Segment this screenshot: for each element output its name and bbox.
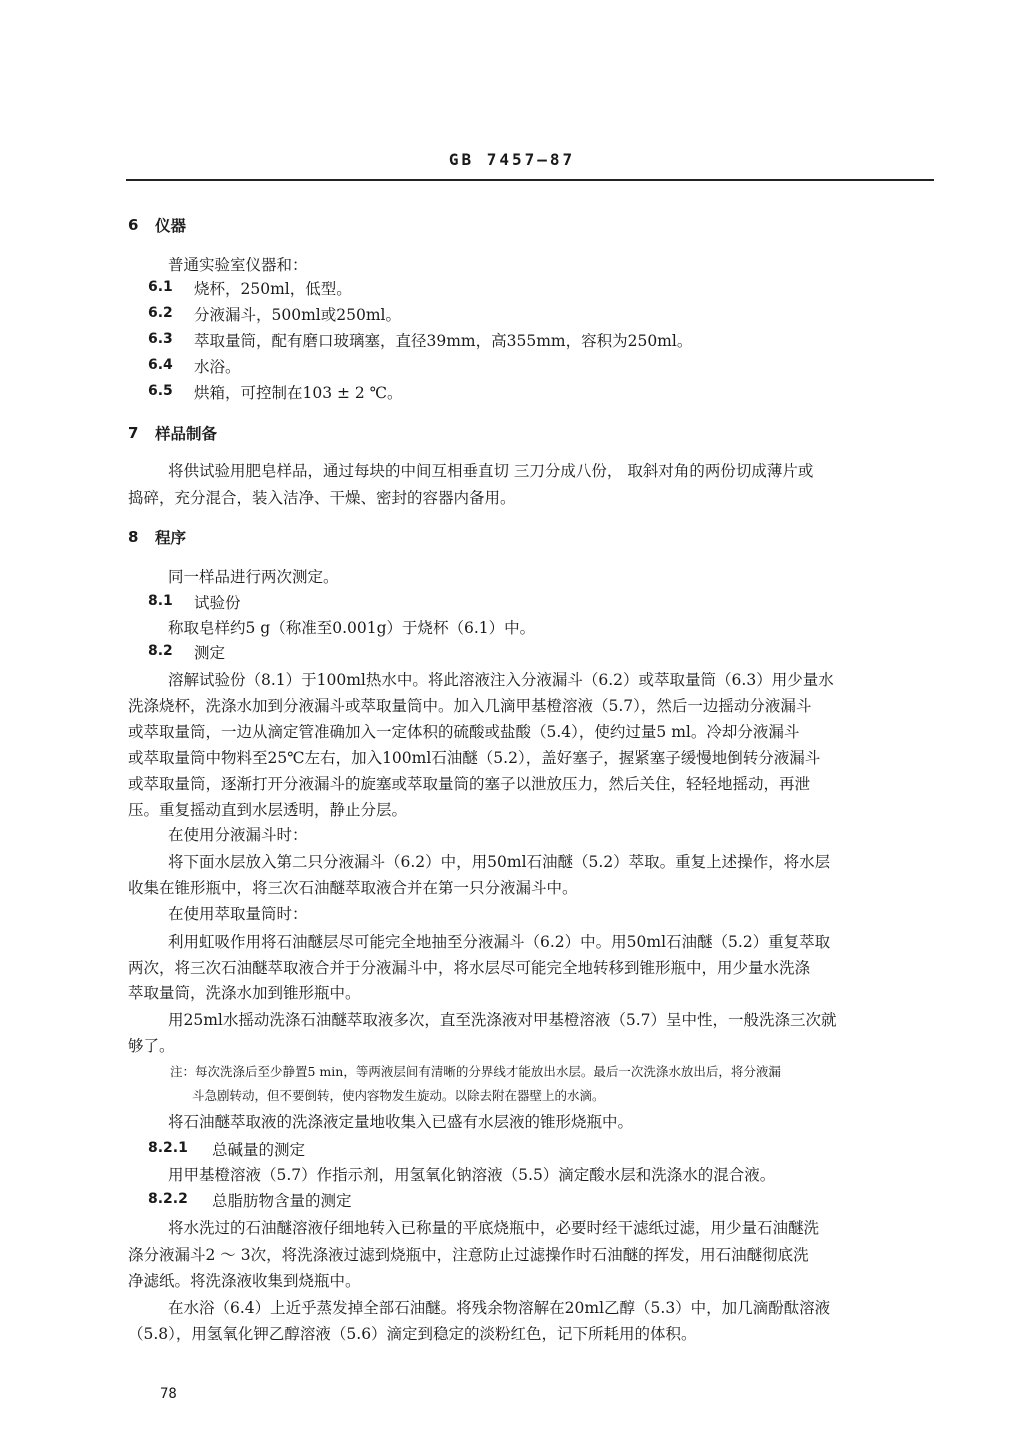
item-6-5-number: 6.5 <box>148 383 173 399</box>
section-8-1-number: 8.1 <box>148 593 173 609</box>
section-8-2-line-5: 或萃取量筒，逐渐打开分液漏斗的旋塞或萃取量筒的塞子以泄放压力，然后关住，轻轻地摇动，再泄 <box>128 775 811 793</box>
section-8-2-2-line-3: 净滤纸。将洗涤液收集到烧瓶中。 <box>128 1272 361 1290</box>
item-6-1-text: 烧杯，250ml，低型。 <box>194 280 352 298</box>
section-6-title: 仪器 <box>155 217 187 235</box>
document-header: GB 7457—87 <box>448 150 576 169</box>
funnel-heading: 在使用分液漏斗时： <box>168 826 308 844</box>
section-7-line-2: 捣碎，充分混合，装入洁净、干燥、密封的容器内备用。 <box>128 489 516 507</box>
cylinder-line-2: 两次，将三次石油醚萃取液合并于分液漏斗中，将水层尽可能完全地转移到锥形瓶中，用少量水洗涤 <box>128 959 811 977</box>
item-6-4-number: 6.4 <box>148 357 173 373</box>
section-8-2-2-number: 8.2.2 <box>148 1191 188 1207</box>
section-7-number: 7 <box>128 424 139 442</box>
cylinder-line-1: 利用虹吸作用将石油醚层尽可能完全地抽至分液漏斗（6.2）中。用50ml石油醚（5.2）重复萃取 <box>168 933 831 951</box>
section-8-2-line-1: 溶解试验份（8.1）于100ml热水中。将此溶液注入分液漏斗（6.2）或萃取量筒（6.3）用少量水 <box>168 671 834 689</box>
item-6-2-text: 分液漏斗，500ml或250ml。 <box>194 306 401 324</box>
cylinder-heading: 在使用萃取量筒时： <box>168 905 308 923</box>
cylinder-line-3: 萃取量筒，洗涤水加到锥形瓶中。 <box>128 984 361 1002</box>
section-6-number: 6 <box>128 216 139 234</box>
section-8-2-2-title: 总脂肪物含量的测定 <box>212 1192 352 1210</box>
section-8-2-1-text: 用甲基橙溶液（5.7）作指示剂，用氢氧化钠溶液（5.5）滴定酸水层和洗涤水的混合液。 <box>168 1166 776 1184</box>
section-7-title: 样品制备 <box>155 425 218 443</box>
section-8-intro: 同一样品进行两次测定。 <box>168 568 339 586</box>
item-6-3-number: 6.3 <box>148 331 173 347</box>
item-6-2-number: 6.2 <box>148 305 173 321</box>
section-8-2-2-line-5: （5.8），用氢氧化钾乙醇溶液（5.6）滴定到稳定的淡粉红色，记下所耗用的体积。 <box>128 1325 697 1343</box>
wash-line-2: 够了。 <box>128 1037 175 1055</box>
section-8-number: 8 <box>128 528 139 546</box>
section-8-title: 程序 <box>155 529 187 547</box>
section-6-intro: 普通实验室仪器和： <box>168 256 308 274</box>
section-8-2-2-line-1: 将水洗过的石油醚溶液仔细地转入已称量的平底烧瓶中，必要时经干滤纸过滤，用少量石油醚洗 <box>168 1219 820 1237</box>
note-line-1: 注：每次洗涤后至少静置5 min，等两液层间有清晰的分界线才能放出水层。最后一次洗涤水放出后，将分液漏 <box>170 1064 781 1079</box>
section-8-2-title: 测定 <box>194 644 226 662</box>
item-6-5-text: 烘箱，可控制在103 ± 2 ℃。 <box>194 384 403 402</box>
section-8-2-line-2: 洗涤烧杯，洗涤水加到分液漏斗或萃取量筒中。加入几滴甲基橙溶液（5.7），然后一边摇动分液漏斗 <box>128 697 812 715</box>
section-8-2-2-line-4: 在水浴（6.4）上近乎蒸发掉全部石油醚。将残余物溶解在20ml乙醇（5.3）中，加几滴酚酞溶液 <box>168 1299 831 1317</box>
section-8-2-1-title: 总碱量的测定 <box>212 1141 306 1159</box>
item-6-1-number: 6.1 <box>148 279 173 295</box>
section-8-2-line-4: 或萃取量筒中物料至25℃左右，加入100ml石油醚（5.2），盖好塞子，握紧塞子缓慢地倒转分液漏斗 <box>128 749 821 767</box>
section-8-2-1-number: 8.2.1 <box>148 1140 188 1156</box>
section-8-1-text: 称取皂样约5 g（称准至0.001g）于烧杯（6.1）中。 <box>168 619 536 637</box>
page-number: 78 <box>160 1386 177 1402</box>
section-8-2-line-3: 或萃取量筒，一边从滴定管准确加入一定体积的硫酸或盐酸（5.4），使约过量5 ml。冷却分液漏斗 <box>128 723 800 741</box>
section-8-2-line-6: 压。重复摇动直到水层透明，静止分层。 <box>128 801 408 819</box>
item-6-3-text: 萃取量筒，配有磨口玻璃塞，直径39mm，高355mm，容积为250ml。 <box>194 332 693 350</box>
collect-line: 将石油醚萃取液的洗涤液定量地收集入已盛有水层液的锥形烧瓶中。 <box>168 1113 634 1131</box>
item-6-4-text: 水浴。 <box>194 358 241 376</box>
section-8-2-number: 8.2 <box>148 643 173 659</box>
funnel-line-1: 将下面水层放入第二只分液漏斗（6.2）中，用50ml石油醚（5.2）萃取。重复上述操作，将水层 <box>168 853 831 871</box>
section-8-2-2-line-2: 涤分液漏斗2 ～ 3次，将洗涤液过滤到烧瓶中，注意防止过滤操作时石油醚的挥发，用石油醚彻底洗 <box>128 1246 809 1264</box>
wash-line-1: 用25ml水摇动洗涤石油醚萃取液多次，直至洗涤液对甲基橙溶液（5.7）呈中性，一般洗涤三次就 <box>168 1011 837 1029</box>
note-line-2: 斗急剧转动，但不要倒转，使内容物发生旋动。以除去附在器壁上的水滴。 <box>192 1088 605 1103</box>
header-rule <box>126 179 934 181</box>
section-8-1-title: 试验份 <box>194 594 241 612</box>
section-7-line-1: 将供试验用肥皂样品，通过每块的中间互相垂直切 三刀分成八份， 取斜对角的两份切成薄片或 <box>168 462 814 480</box>
funnel-line-2: 收集在锥形瓶中，将三次石油醚萃取液合并在第一只分液漏斗中。 <box>128 879 578 897</box>
